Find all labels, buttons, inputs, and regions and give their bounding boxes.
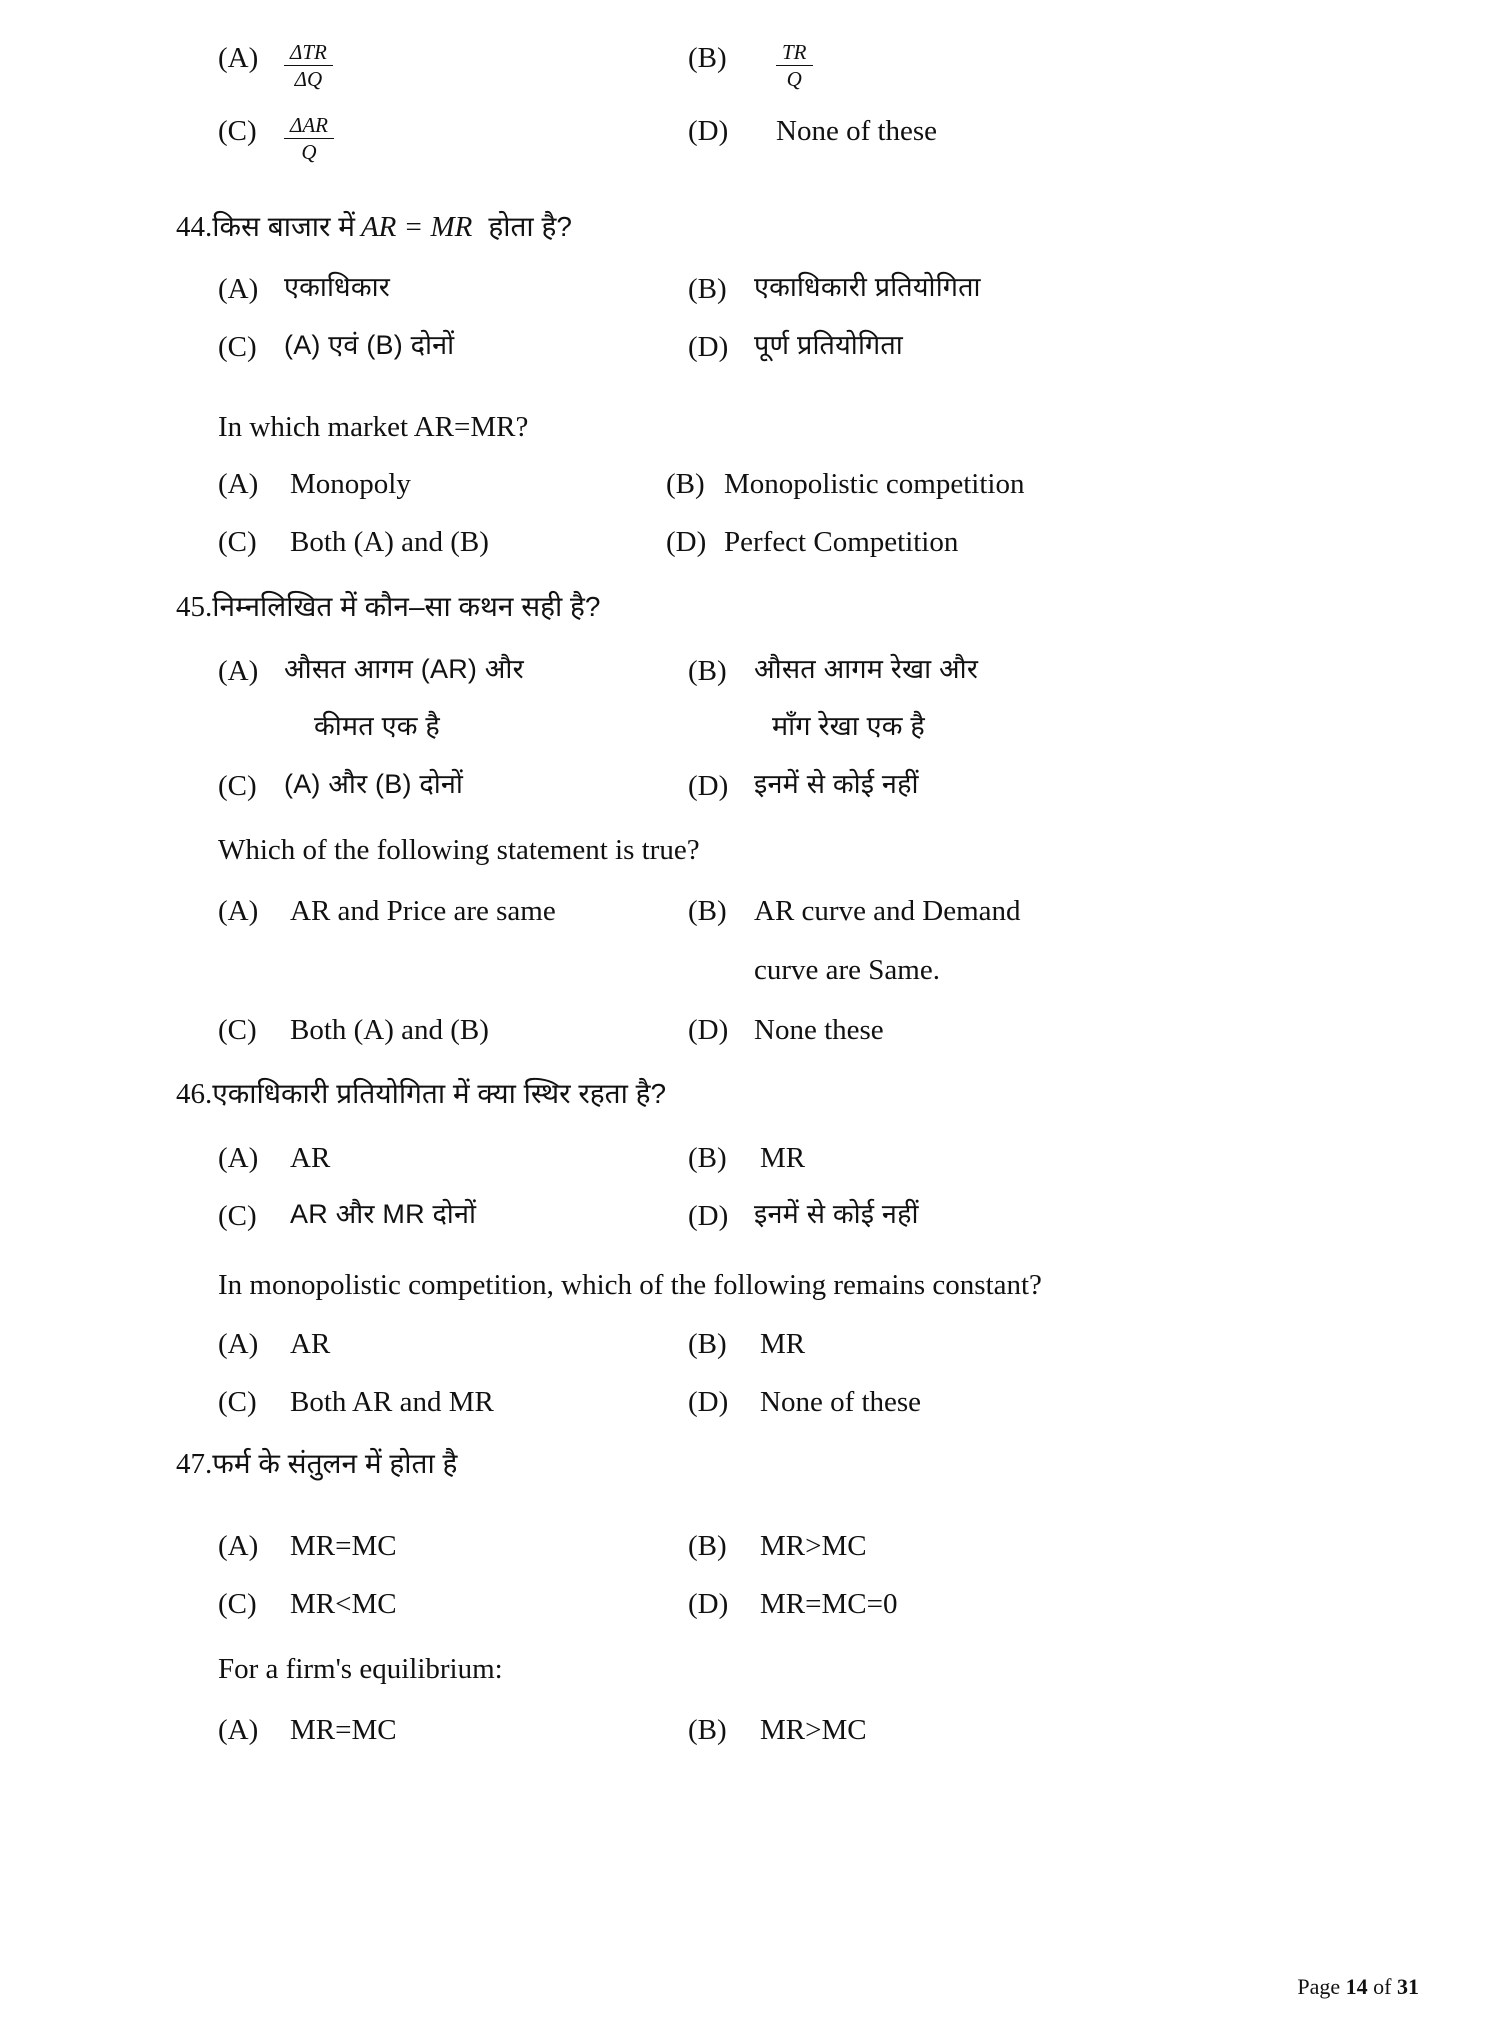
option-label-c: (C) [218,770,257,803]
option-text-line2: माँग रेखा एक है [772,711,925,742]
option-label-d: (D) [688,770,729,803]
option-a [218,1326,688,1362]
option-label-b: (B) [688,42,727,74]
option-b [666,466,1368,502]
option-text-a: AR and Price are same [290,895,556,928]
option-label-b: (B) [666,468,705,501]
option-row [218,466,1368,502]
option-text-d: None of these [776,115,938,148]
option-text-b: MR [760,1327,806,1360]
fraction-delta-ar-q [284,113,334,164]
option-label-d: (D) [688,115,729,148]
option-text-a: एकाधिकार [284,271,391,302]
option-a [218,1528,688,1564]
option-c [218,329,688,365]
option-label-b: (B) [688,1713,727,1746]
page-footer [1297,1974,1419,2000]
option-text-d: पूर्ण प्रतियोगिता [754,329,903,360]
fraction-denominator: Q [786,67,802,92]
fraction-numerator: TR [776,40,813,66]
option-text-b: MR>MC [760,1713,867,1746]
option-c [218,1384,688,1420]
option-b [688,653,1368,745]
option-row [218,40,1368,91]
option-label-d: (D) [666,526,707,559]
footer-middle: of [1373,1974,1392,1999]
option-row [218,1198,1368,1234]
option-text-line1: औसत आगम रेखा और [754,653,979,684]
option-label-a: (A) [218,654,259,687]
option-text-b: MR [760,1142,806,1175]
option-c [218,1012,688,1048]
question-number: 47. [176,1448,213,1481]
option-d [688,1384,1368,1420]
option-label-a: (A) [218,468,259,501]
option-row [218,1140,1368,1176]
option-label-a: (A) [218,1713,259,1746]
option-label-c: (C) [218,330,257,363]
option-row [218,1712,1368,1748]
option-label-c: (C) [218,1588,257,1621]
question-46-heading-hindi [176,1074,1505,1112]
fraction-denominator: ΔQ [294,67,323,92]
question-44-heading-english: In which market AR=MR? [218,411,529,444]
question-number: 45. [176,590,213,623]
option-d [666,524,1368,560]
option-label-a: (A) [218,272,259,305]
option-label-a: (A) [218,1530,259,1563]
fraction-numerator: ΔAR [284,113,334,139]
option-b [688,1140,1368,1176]
question-47-heading-english: For a firm's equilibrium: [218,1652,503,1685]
question-45-heading-english: Which of the following statement is true? [218,834,700,867]
option-text-d: Perfect Competition [724,526,959,559]
option-d [688,1586,1368,1622]
option-b [688,271,1368,307]
option-b [688,893,1368,988]
footer-prefix: Page [1297,1974,1341,1999]
option-text-line2: curve are Same. [754,953,940,986]
option-label-c: (C) [218,115,257,148]
option-text-c: Both (A) and (B) [290,526,489,559]
option-a [218,40,688,91]
option-row [218,1528,1368,1564]
option-d [688,1198,1368,1234]
option-label-d: (D) [688,1385,729,1418]
option-c [218,113,688,164]
option-a [218,466,688,502]
option-row [218,113,1368,164]
option-b [688,1326,1368,1362]
question-math-expression: AR = MR [360,210,473,243]
option-c [218,1198,688,1234]
question-45-heading-hindi [176,587,1505,625]
option-d [688,768,1368,804]
option-label-d: (D) [688,330,729,363]
option-label-b: (B) [688,272,727,305]
option-c [218,524,688,560]
question-number: 44. [176,210,213,243]
option-c [218,1586,688,1622]
question-text-hindi: एकाधिकारी प्रतियोगिता में क्या स्थिर रहता है? [212,1078,667,1110]
question-number: 46. [176,1078,213,1111]
option-row [218,1326,1368,1362]
option-text-d: इनमें से कोई नहीं [754,1199,919,1230]
option-a [218,893,688,988]
option-d [688,1012,1368,1048]
fraction-tr-q [776,40,813,91]
option-row [218,271,1368,307]
option-text-a: MR=MC [290,1530,397,1563]
option-row [218,653,1368,745]
option-label-d: (D) [688,1588,729,1621]
option-c [218,768,688,804]
option-a [218,271,688,307]
option-text-c: AR और MR दोनों [290,1199,477,1230]
option-label-d: (D) [688,1013,729,1046]
option-text-c: Both AR and MR [290,1385,494,1418]
option-b [688,40,1368,91]
option-label-b: (B) [688,654,727,687]
option-label-c: (C) [218,1200,257,1233]
option-a [218,1712,688,1748]
footer-total-pages: 31 [1397,1974,1419,1999]
option-text-c: (A) एवं (B) दोनों [284,329,455,360]
option-b [688,1712,1368,1748]
option-text-line1: औसत आगम (AR) और [284,653,524,684]
option-row [218,1384,1368,1420]
option-text-a [284,653,524,745]
option-label-c: (C) [218,1013,257,1046]
option-text-b: Monopolistic competition [724,468,1025,501]
option-label-a: (A) [218,1327,259,1360]
option-text-b [754,653,978,745]
option-text-b [754,893,1021,988]
option-text-d: None of these [760,1385,922,1418]
question-text-hindi-suffix: होता है? [488,210,572,242]
question-46-heading-english: In monopolistic competition, which of the following remains constant? [218,1268,1042,1301]
option-text-b: एकाधिकारी प्रतियोगिता [754,271,981,302]
option-a [218,653,688,745]
option-text-d: None these [754,1013,884,1046]
question-44-heading-hindi [176,207,1505,245]
option-label-b: (B) [688,1142,727,1175]
option-text-c: MR<MC [290,1588,397,1621]
option-row [218,893,1368,988]
option-row [218,329,1368,365]
option-text-a: AR [290,1142,331,1175]
option-row [218,1012,1368,1048]
option-a [218,1140,688,1176]
option-b [688,1528,1368,1564]
footer-current-page: 14 [1345,1974,1368,1999]
question-text-hindi: किस बाजार में [212,210,355,242]
fraction-delta-tr-delta-q [284,40,333,91]
option-text-a: MR=MC [290,1713,397,1746]
option-d [688,113,1368,164]
option-label-d: (D) [688,1200,729,1233]
option-d [688,329,1368,365]
option-label-c: (C) [218,1385,257,1418]
option-row [218,524,1368,560]
option-row [218,1586,1368,1622]
option-text-c: Both (A) and (B) [290,1013,489,1046]
option-label-c: (C) [218,526,257,559]
option-row [218,768,1368,804]
option-label-a: (A) [218,1142,259,1175]
option-text-d: MR=MC=0 [760,1588,898,1621]
question-text-hindi: निम्नलिखित में कौन–सा कथन सही है? [212,590,601,622]
option-text-c: (A) और (B) दोनों [284,769,464,800]
option-label-b: (B) [688,1530,727,1563]
option-label-a: (A) [218,895,259,928]
option-label-b: (B) [688,895,727,928]
option-label-a: (A) [218,42,259,74]
option-text-a: AR [290,1327,331,1360]
fraction-denominator: Q [301,140,317,165]
option-text-line1: AR curve and Demand [754,895,1021,928]
option-text-b: MR>MC [760,1530,867,1563]
option-label-b: (B) [688,1327,727,1360]
question-text-hindi: फर्म के संतुलन में होता है [212,1448,458,1480]
option-text-d: इनमें से कोई नहीं [754,769,919,800]
option-text-a: Monopoly [290,468,411,501]
option-text-line2: कीमत एक है [314,711,440,742]
question-47-heading-hindi [176,1444,1505,1482]
fraction-numerator: ΔTR [284,40,333,66]
